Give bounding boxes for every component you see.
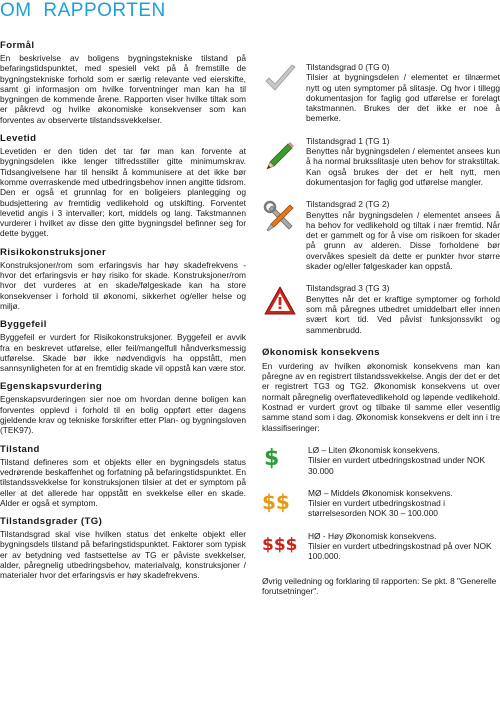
section-heading: Tilstandsgrader (TG) (0, 516, 103, 528)
eco-level-high (262, 531, 500, 562)
section-egenskapsvurdering (0, 381, 246, 435)
pencil-icon (262, 136, 298, 172)
left-column (0, 40, 246, 589)
section-text: Tilstandsgrad skal vise hvilken status det enkelte objekt eller bygningsdels tilstand på befaringstidspunktet. Faktorer som typisk er av betydning ved fastsettelse av TG er påviste svekkelser, alder, påregnelig utbedringsbehov, materialvalg, konstruksjoner / materialer hvor det erfaringsvis er høy skadefrekvens. (0, 529, 246, 581)
section-heading: Tilstand (0, 443, 40, 455)
tg-title: Tilstandsgrad 0 (TG 0) (306, 62, 390, 72)
section-text: En beskrivelse av boligens bygningstekniske tilstand på befaringstidspunktet, med spesiell vekt på å fremstille de bygningstekniske forhold som er særlig relevante ved eierskifte, samt gi informasjon om hvilke forventninger man kan ha til bygningen de kommende årene. Rapporten viser hvilke tiltak som er påkrevd og hvilke økonomiske konsekvenser som kan forventes av observerte tilstandssvekkelser. (0, 53, 246, 125)
section-formal (0, 40, 246, 125)
eco-level-title: LØ – Liten Økonomisk konsekvens. (308, 444, 440, 455)
section-heading: Levetid (0, 133, 37, 145)
section-levetid (0, 133, 246, 239)
eco-level-text: Tilsier en vurdert utbedringskostnad under NOK 30.000 (308, 455, 486, 476)
section-text: Byggefeil er vurdert for Risikokonstruksjoner. Byggefeil er avvik fra en beskrevet utførelse, eller feil/mangelfull håndverksmessig utførelse. Skade bør ikke nødvendigvis ha oppstått, men sannsynligheten for at en fremtidig skade vil oppstå kan være stor. (0, 332, 246, 374)
footer-note: Øvrig veiledning og forklaring til rapporten: Se pkt. 8 "Generelle forutsetninger". (262, 575, 497, 596)
section-tilstandsgrader (0, 516, 246, 580)
tg-item-2 (262, 199, 500, 271)
tg-text: Benyttes når det er kraftige symptomer og forhold som må påregnes utbedret umiddelbart eller innen svært kort tid. Ved påvist funksjonssvikt og sammenbrudd. (306, 293, 500, 335)
eco-intro: En vurdering av hvilken økonomisk konsekvens man kan påregne av en registrert tilstandssvekkelse. Angis der det er det er registrert TG3 og TG2. Økonomisk konsekvens ut over normalt påregnelig overflatevedlikehold og løpende vedlikehold. Kostnad er vurdert grovt og tilbake til samme eller vesentlig samme stand som i dag. Økonomisk konsekvens er delt inn i tre klassifiseringer: (262, 360, 500, 433)
section-text: Levetiden er den tiden det tar før man kan forvente at bygningsdelen ikke lenger tilfredsstiller gitte minimumskrav. Tidsangivelsene har til hensikt å kommunisere at det ikke bør komme overraskende med utbedringsbehov innen angitte tidsrom. Den er også et grunnlag for en boligeiers planlegging og budsjettering av fremtidig vedlikehold og utskifting. Forventet levetid angis i 3 intervaller; kort, middels og lang. Takstmannen vurderer i hvilket av disse den gitte bygningsdel befinner seg for dette bygget. (0, 146, 246, 239)
tg-text: Tilsier at bygningsdelen / elementet er tilnærmet nytt og uten symptomer på slitasje. Og hvor i tillegg dokumentasjon for faglig god utførelse er forelagt takstmannen. Brukes der det ikke er noe å bemerke. (306, 72, 500, 124)
tg-text: Benyttes når bygningsdelen / elementet ansees å ha behov for vedlikehold og tiltak i nær fremtid. Når det er gammelt og for å vise om risikoen for skader på grunn av alderen. Disse forholdene bør overvåkes spesielt da dette er punkter hvor større skader og/eller følgeskader kan oppstå. (306, 209, 500, 272)
checkmark-icon (262, 62, 298, 98)
section-heading: Risikokonstruksjoner (0, 246, 107, 258)
eco-level-low (262, 445, 500, 476)
section-heading: Byggefeil (0, 319, 47, 331)
tools-icon (262, 199, 298, 235)
tg-text: Benyttes når bygningsdelen / elementet ansees kun å ha normal bruksslitasje uten behov for strakstiltak. Kan også brukes der det er helt nytt, men dokumentasjon for faglig god utførelse mangler. (306, 146, 500, 187)
tg-title: Tilstandsgrad 2 (TG 2) (306, 199, 390, 210)
section-risikokonstruksjoner (0, 247, 246, 311)
tg-title: Tilstandsgrad 3 (TG 3) (306, 283, 390, 294)
section-byggefeil (0, 319, 246, 373)
tg-item-0 (262, 62, 500, 124)
tg-title: Tilstandsgrad 1 (TG 1) (306, 135, 390, 146)
eco-level-text: Tilsier en vurdert utbedringskostnad på over NOK 100.000. (308, 540, 492, 562)
warning-icon (262, 283, 298, 319)
eco-level-text: Tilsier en vurdert utbedringskostnad i størrelsesorden NOK 30 – 100.000 (308, 498, 446, 519)
section-heading: Formål (0, 40, 35, 51)
section-heading: Egenskapsvurdering (0, 381, 103, 393)
section-text: Egenskapsvurderingen sier noe om hvordan denne boligen kan forventes opplevd i forhold til en bolig oppført etter dagens gjeldende krav og tekniske forskrifter etter Plan- og bygningsloven (TEK97). (0, 394, 246, 436)
dollar-sign-icon: $$ (262, 489, 290, 514)
tg-item-3 (262, 283, 500, 334)
section-text: Konstruksjoner/rom som erfaringsvis har høy skadefrekvens - hvor det erfaringsvis er høy risiko for skade. Konstruksjoner/rom hvor det vurderes at en skade/følgeskade kan ha store konsekvenser i forhold til økonomi, sikkerhet og/eller helse og miljø. (0, 259, 246, 311)
eco-level-medium (262, 488, 500, 519)
dollar-sign-icon: $$$ (262, 534, 298, 555)
right-column (262, 62, 500, 596)
eco-level-title: HØ - Høy Økonomisk konsekvens. (308, 530, 437, 541)
page-title: OM RAPPORTEN (0, 0, 166, 21)
eco-heading: Økonomisk konsekvens (262, 346, 380, 358)
tg-item-1 (262, 136, 500, 187)
section-tilstand (0, 444, 246, 508)
section-text: Tilstand defineres som et objekts eller en bygningsdels status vedrørende beskaffenhet og forfatning på befaringstidspunktet. En tilstandssvekkelse for konstruksjonen tilsier at det er symptom på eller at det allerede har oppstått en svekkelse eller en skade. Alder er også et symptom. (0, 456, 246, 508)
eco-level-title: MØ – Middels Økonomisk konsekvens. (308, 487, 453, 498)
dollar-sign-icon: $ (264, 445, 280, 471)
